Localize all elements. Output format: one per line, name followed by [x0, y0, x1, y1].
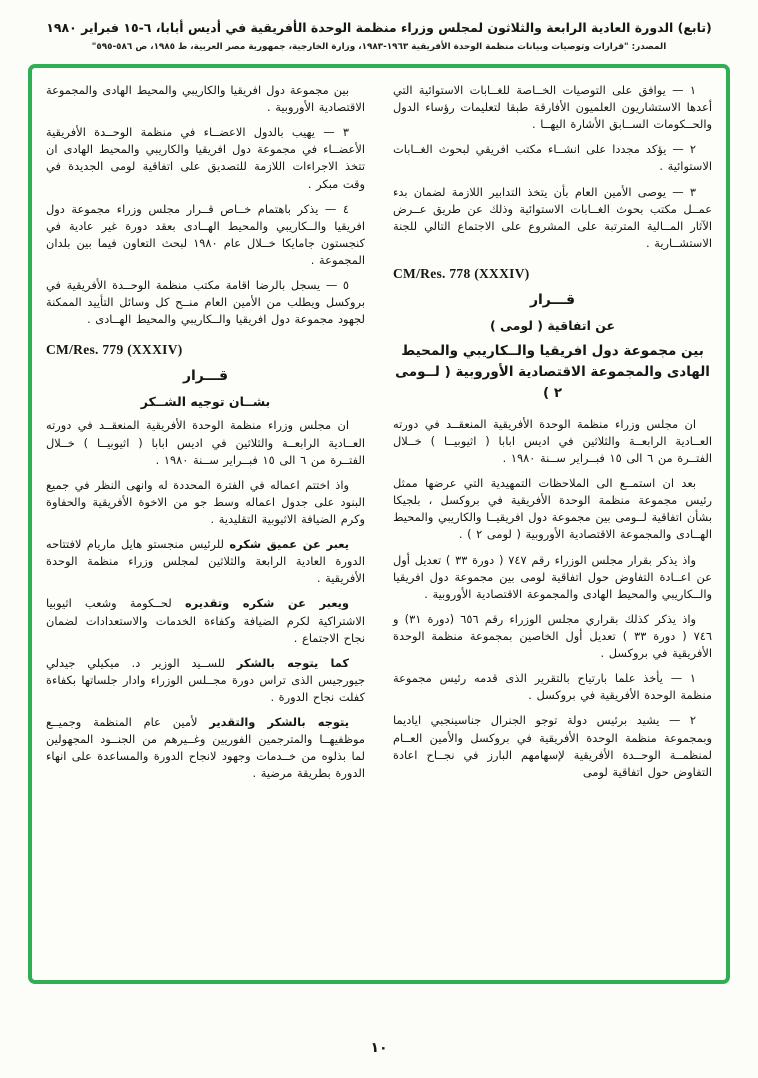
resolution-code: CM/Res. 778 (XXXIV): [393, 265, 530, 281]
resolution-subject-detail: بين مجموعة دول افريقيا والــكاريبي والمحيط الهادى والمجموعة الاقتصادية الأوروبية ( لــومى ٢ ): [395, 342, 710, 401]
paragraph: ٢ — يؤكد مجددا على انشــاء مكتب افريقي لبحوث الغــابات الاستوائية .: [393, 142, 712, 174]
column-left: [46, 82, 365, 970]
paragraph: واذ يذكر بقرار مجلس الوزراء رقم ٧٤٧ ( دورة ٣٣ ) تعديل أول عن اعــادة التفاوض حول اتفاقية لومى بين مجموعة دول افريقيا والــكاريبي والمحيط الهادى والمجموعة الاقتصادية الأوروبية .: [393, 552, 712, 601]
paragraph-lead: يتوجه بالشكر والتقدير: [209, 715, 349, 730]
paragraph: ٥ — يسجل بالرضا اقامة مكتب منظمة الوحــدة الأفريقية في بروكسل ويطلب من الأمين العام منــح كل وسائل التأييد الممكنة لجهود مجموعة دول افريقيا والــكاريبي والمحيط الهــادى .: [46, 278, 365, 327]
paragraph: ٢ — يشيد برئيس دولة توجو الجنرال جناسينجبي اياديما وبمجموعة منظمة الوحدة الأفريقية في بروكسل والأمين العــام لمنظمــة الوحــدة الأفريقية لإسهامهم البارز في نجــاح اعادة التفاوض حول اتفاقية لومى: [393, 713, 712, 779]
paragraph: واذ يذكر كذلك بقراري مجلس الوزراء رقم ٦٥٦ (دورة ٣١) و ٧٤٦ ( دورة ٣٣ ) تعديل أول الخاصين بمجموعة منظمة الوحدة الأفريقية في بروكسل .: [393, 611, 712, 661]
paragraph-lead: ويعبر عن شكره وتقديره: [184, 596, 350, 611]
paragraph: يتوجه بالشكر والتقدير لأمين عام المنظمة وجميــع موظفيهــا والمترجمين الفوريين وغــيرهم من الجنــود المجهولين لما بذلوه من خــدمات وجهود لانجاح الدورة والمساعدة على انهاء الدورة بطريقة مرضية .: [46, 715, 365, 781]
document-header: [0, 20, 758, 52]
resolution-frame: [28, 64, 730, 984]
paragraph: ٣ — يوصى الأمين العام بأن يتخذ التدابير اللازمة لضمان بدء عمــل مكتب بحوث الغــابات الاستوائية وذلك عن طريق عــرض الآثار المــالية المترتبة على المشروع على الاجتماع التالي للجنة الاستشــارية .: [393, 184, 712, 250]
paragraph: واذ اختتم اعماله في الفترة المحددة له وانهى النظر في جميع البنود على جدول اعماله وسط جو من الاخوة الأفريقية والحفاوة وكرم الضيافة الاثيوبية التقليدية .: [46, 477, 365, 526]
session-title: (تابع) الدورة العادية الرابعة والثلاثون لمجلس وزراء منظمة الوحدة الأفريقية في أديس أبابا، ٦-١٥ فبراير ١٩٨٠: [46, 20, 712, 35]
paragraph-lead: كما يتوجه بالشكر: [236, 655, 349, 670]
resolution-heading: قـــرار: [182, 368, 229, 385]
paragraph-lead: يعبر عن عميق شكره: [229, 537, 349, 552]
source-citation: المصدر: "قرارات وتوصيات وبيانات منظمة الوحدة الأفريقية ١٩٦٣-١٩٨٣، وزارة الخارجية، جمهورية مصر العربية، ط ١٩٨٥، ص ٥٨٦-٥٩٥": [91, 42, 667, 52]
paragraph: ٤ — يذكر باهتمام خــاص قــرار مجلس وزراء مجموعة دول افريقيا والــكاريبي والمحيط الهــادى بعقد دورة غير عادية في كنجستون جامايكا خــلال عام ١٩٨٠ لبحث التعاون فيما بين بلدان المجموعة .: [46, 201, 365, 267]
paragraph: ويعبر عن شكره وتقديره لحــكومة وشعب اثيوبيا الاشتراكية لكرم الضيافة وكفاءة الخدمات والاستعدادات لضمان نجاح الاجتماع .: [46, 596, 365, 645]
paragraph: ان مجلس وزراء منظمة الوحدة الأفريقية المنعقــد في دورته العــادية الرابعــة والثلاثين في اديس ابابا ( اثيوبيــا ) خــلال الفتــرة من ٦ الى ١٥ فبــراير ســنة ١٩٨٠ .: [46, 418, 365, 467]
paragraph: بعد ان استمــع الى الملاحظات التمهيدية التي عرضها ممثل رئيس مجموعة منظمة الوحدة الأفريقية في بروكسل ، بلجيكا بشأن اتفاقية لــومى بين مجموعة دول افريقيــا والكاريبي والمحيط الهــادى والمجموعة الاقتصادية الأوروبية ( لومى ٢ ) .: [393, 476, 712, 542]
page-number: ١٠: [370, 1040, 388, 1056]
paragraph: ١ — يوافق على التوصيات الخــاصة للغــابات الاستوائية التي أعدها الاستشاريون العلميون الأفارقة طبقا لتعليمات رؤساء الدول والحــكومات الســابق الأشارة اليهــا .: [393, 83, 712, 132]
paragraph: يعبر عن عميق شكره للرئيس منجستو هايل ماريام لافتتاحه الدورة العادية الرابعة والثلاثين لمجلس وزراء منظمة الوحدة الأفريقية .: [46, 537, 365, 586]
column-right: [393, 82, 712, 970]
resolution-subject: عن اتفاقية ( لومى ): [489, 317, 616, 333]
resolution-heading: قـــرار: [529, 291, 576, 308]
paragraph: كما يتوجه بالشكر للســيد الوزير د. ميكيلي جيدلي جيورجيس الذى تراس دورة مجــلس الوزراء وادار جلساتها بكفاءة كفلت نجاح الدورة .: [46, 655, 365, 704]
resolution-subject: بشــان توجيه الشــكر: [140, 394, 271, 410]
paragraph: ان مجلس وزراء منظمة الوحدة الأفريقية المنعقــد في دورته العــادية الرابعــة والثلاثين في اديس ابابا ( اثيوبيــا ) خــلال الفتــرة من ٦ الى ١٥ فبــراير ســنة ١٩٨٠ .: [393, 416, 712, 465]
paragraph: ٣ — يهيب بالدول الاعضــاء في منظمة الوحــدة الأفريقية الأعضــاء في مجموعة دول افريقيا والكاريبي والمحيط الهادى ان تتخذ الاجراءات اللازمة للتصديق على اتفاقية لومى الجديدة في وقت مبكر .: [46, 125, 365, 191]
paragraph: ١ — يأخذ علما بارتياح بالتقرير الذى قدمه رئيس مجموعة منظمة الوحدة الأفريقية في بروكسل .: [393, 671, 712, 703]
resolution-code: CM/Res. 779 (XXXIV): [46, 342, 183, 358]
paragraph: بين مجموعة دول افريقيا والكاريبي والمحيط الهادى والمجموعة الاقتصادية الأوروبية .: [46, 83, 365, 115]
